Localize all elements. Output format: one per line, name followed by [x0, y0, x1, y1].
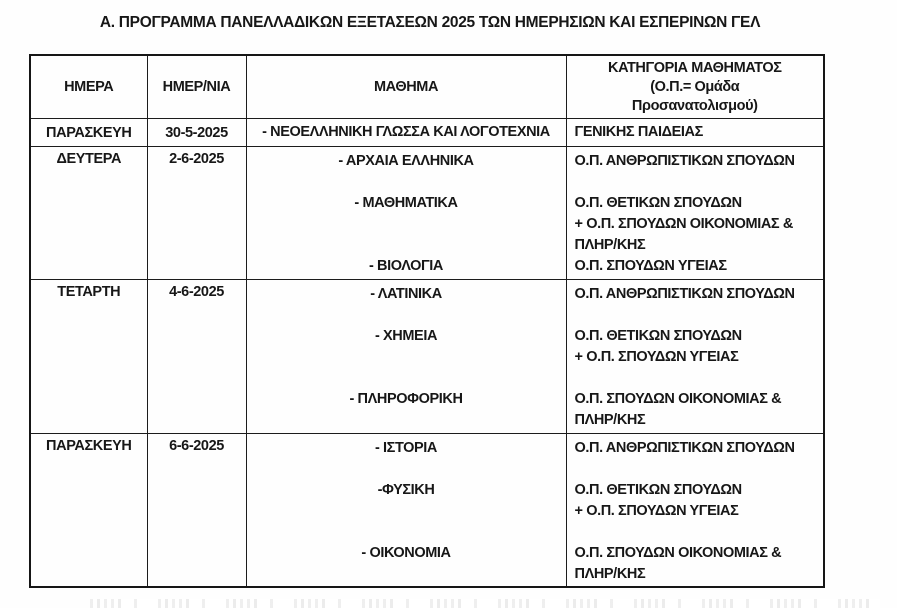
table-header-row — [30, 55, 824, 119]
subject-cell — [246, 434, 566, 588]
category-line: Ο.Π. ΘΕΤΙΚΩΝ ΣΠΟΥΔΩΝ — [574, 195, 742, 211]
subject-line — [247, 172, 566, 193]
category-line — [575, 522, 820, 543]
table-row — [30, 147, 824, 280]
subject-cell — [246, 147, 566, 280]
column-header-subject: ΜΑΘΗΜΑ — [246, 55, 566, 119]
subject-line: - ΝΕΟΕΛΛΗΝΙΚΗ ΓΛΩΣΣΑ ΚΑΙ ΛΟΓΟΤΕΧΝΙΑ — [262, 124, 550, 140]
clipped-next-line-artifact — [90, 599, 880, 608]
category-line — [575, 172, 820, 193]
subject-line: - ΛΑΤΙΝΙΚΑ — [370, 286, 442, 302]
date-cell: 6-6-2025 — [147, 434, 246, 588]
subject-line — [247, 235, 566, 256]
category-cell — [566, 147, 824, 280]
table-row — [30, 119, 824, 147]
subject-line — [247, 501, 566, 522]
subject-cell — [246, 280, 566, 434]
category-line: Ο.Π. ΣΠΟΥΔΩΝ ΟΙΚΟΝΟΜΙΑΣ & — [574, 545, 782, 561]
date-cell: 4-6-2025 — [147, 280, 246, 434]
category-line: ΓΕΝΙΚΗΣ ΠΑΙΔΕΙΑΣ — [574, 124, 703, 140]
subject-line: - ΧΗΜΕΙΑ — [374, 328, 438, 344]
subject-line — [247, 214, 566, 235]
subject-line — [247, 410, 566, 431]
category-line: Ο.Π. ΑΝΘΡΩΠΙΣΤΙΚΩΝ ΣΠΟΥΔΩΝ — [574, 286, 795, 302]
subject-line — [247, 564, 566, 585]
day-cell: ΠΑΡΑΣΚΕΥΗ — [30, 434, 147, 588]
category-line: Ο.Π. ΑΝΘΡΩΠΙΣΤΙΚΩΝ ΣΠΟΥΔΩΝ — [574, 153, 795, 169]
column-header-day: ΗΜΕΡΑ — [30, 55, 147, 119]
table-row — [30, 434, 824, 588]
subject-line: - ΜΑΘΗΜΑΤΙΚΑ — [354, 195, 458, 211]
category-line: + Ο.Π. ΣΠΟΥΔΩΝ ΥΓΕΙΑΣ — [574, 349, 739, 365]
day-cell: ΠΑΡΑΣΚΕΥΗ — [30, 119, 147, 147]
category-line — [575, 459, 820, 480]
day-cell: ΤΕΤΑΡΤΗ — [30, 280, 147, 434]
subject-line — [247, 305, 566, 326]
subject-line: - ΒΙΟΛΟΓΙΑ — [368, 258, 444, 274]
subject-line: - ΟΙΚΟΝΟΜΙΑ — [361, 545, 451, 561]
date-cell: 30-5-2025 — [147, 119, 246, 147]
subject-line: - ΙΣΤΟΡΙΑ — [374, 440, 438, 456]
page-title: Α. ΠΡΟΓΡΑΜΜΑ ΠΑΝΕΛΛΑΔΙΚΩΝ ΕΞΕΤΑΣΕΩΝ 2025 ΤΩΝ ΗΜΕΡΗΣΙΩΝ ΚΑΙ ΕΣΠΕΡΙΝΩΝ ΓΕΛ — [99, 14, 761, 31]
category-line: Ο.Π. ΣΠΟΥΔΩΝ ΟΙΚΟΝΟΜΙΑΣ & — [574, 391, 782, 407]
category-line: Ο.Π. ΣΠΟΥΔΩΝ ΥΓΕΙΑΣ — [574, 258, 727, 274]
subject-line: - ΠΛΗΡΟΦΟΡΙΚΗ — [349, 391, 463, 407]
category-line: Ο.Π. ΑΝΘΡΩΠΙΣΤΙΚΩΝ ΣΠΟΥΔΩΝ — [574, 440, 795, 456]
column-header-category-line: (Ο.Π.= Ομάδα — [650, 78, 740, 95]
column-header-date: ΗΜΕΡ/ΝΙΑ — [147, 55, 246, 119]
day-cell: ΔΕΥΤΕΡΑ — [30, 147, 147, 280]
category-cell — [566, 434, 824, 588]
category-cell — [566, 119, 824, 147]
table-row — [30, 280, 824, 434]
column-header-category-line: Προσανατολισμού) — [631, 97, 758, 114]
subject-line — [247, 368, 566, 389]
category-line: + Ο.Π. ΣΠΟΥΔΩΝ ΥΓΕΙΑΣ — [574, 503, 739, 519]
subject-line — [247, 522, 566, 543]
category-line: ΠΛΗΡ/ΚΗΣ — [574, 566, 646, 582]
category-line — [575, 305, 820, 326]
category-line: ΠΛΗΡ/ΚΗΣ — [574, 237, 646, 253]
category-cell — [566, 280, 824, 434]
category-line — [575, 368, 820, 389]
category-line: + Ο.Π. ΣΠΟΥΔΩΝ ΟΙΚΟΝΟΜΙΑΣ & — [574, 216, 793, 232]
category-line: Ο.Π. ΘΕΤΙΚΩΝ ΣΠΟΥΔΩΝ — [574, 328, 742, 344]
date-cell: 2-6-2025 — [147, 147, 246, 280]
exam-schedule-table — [29, 54, 825, 588]
category-line: Ο.Π. ΘΕΤΙΚΩΝ ΣΠΟΥΔΩΝ — [574, 482, 742, 498]
subject-line: -ΦΥΣΙΚΗ — [377, 482, 435, 498]
column-header-category — [566, 55, 824, 119]
category-line: ΠΛΗΡ/ΚΗΣ — [574, 412, 646, 428]
column-header-category-line: ΚΑΤΗΓΟΡΙΑ ΜΑΘΗΜΑΤΟΣ — [608, 59, 782, 76]
subject-line: - ΑΡΧΑΙΑ ΕΛΛΗΝΙΚΑ — [338, 153, 474, 169]
subject-cell — [246, 119, 566, 147]
subject-line — [247, 459, 566, 480]
subject-line — [247, 347, 566, 368]
